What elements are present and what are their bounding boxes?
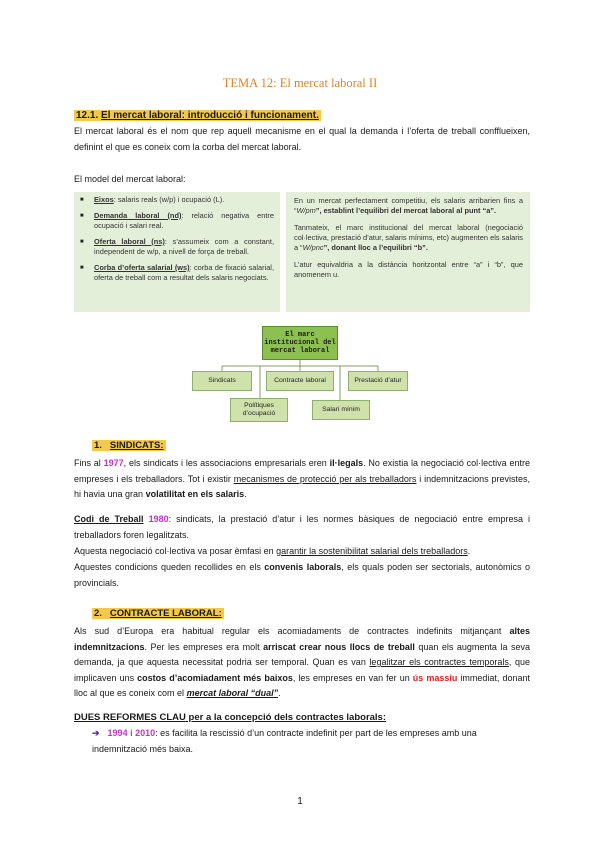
fraction: W/pm xyxy=(296,206,316,215)
sindicats-paragraph-2 xyxy=(74,512,530,543)
section-heading-highlight xyxy=(74,110,321,121)
explanation-p3: L’atur equivaldria a la distància horitzontal entre “a” i “b”, que anomenem u. xyxy=(294,260,523,279)
list-item xyxy=(80,211,274,231)
diagram-node-contracte: Contracte laboral xyxy=(266,371,334,391)
text: , els quals poden ser sectorials, autonòmics o provincials. xyxy=(74,562,530,588)
intro-paragraph: El mercat laboral és el nom que rep aquell mecanisme en el qual la demanda i l’oferta de treball confflueixen, definint el que es coneix com la corba del mercat laboral. xyxy=(74,126,530,152)
text-bold: ”, establint l’equilibri del mercat laboral al punt “a”. xyxy=(315,206,497,215)
text: . xyxy=(244,489,247,499)
term-eixos: Eixos xyxy=(94,195,114,204)
fraction: W/pnc xyxy=(302,243,324,252)
reforma-years: 1994 i 2010 xyxy=(107,728,156,738)
model-definitions-box xyxy=(74,192,280,312)
heading-highlight xyxy=(92,440,166,451)
sindicats-paragraph-3 xyxy=(74,544,530,560)
term-oferta: Oferta laboral (ns) xyxy=(94,237,165,246)
text-underline: mecanismes de protecció per als treballadors xyxy=(233,473,417,484)
text: Tanmateix, el marc institucional del mercat laboral (negociació col·lectiva, prestació d’atur, salaris mínims, etc) augmenten els salaris a “ xyxy=(294,223,523,252)
model-label: El model del mercat laboral: xyxy=(74,174,186,184)
model-explanation-box xyxy=(286,192,530,312)
text: , els sindicats i les associacions empresarials eren xyxy=(123,458,330,468)
section-number: 12.1. xyxy=(76,110,99,121)
text: Als sud d’Europa era habitual regular els acomiadaments de contractes indefinits mitjançant xyxy=(74,626,510,636)
text: . xyxy=(278,688,281,698)
text-underline: garantir la sostenibilitat salarial dels treballadors xyxy=(276,546,468,556)
arrow-right-icon: ➔ xyxy=(92,728,100,738)
dues-reformes-heading xyxy=(74,712,386,723)
text-red: ús massiu xyxy=(412,672,458,683)
term-demanda: Demanda laboral (nd) xyxy=(94,211,182,220)
text-underline: legalitzar els contractes temporals xyxy=(369,657,509,667)
heading-text: CONTRACTE LABORAL: xyxy=(109,608,222,619)
text-bold: volatilitat en els salaris xyxy=(145,489,245,499)
reforma-text: : es facilita la rescissió d’un contracte indefinit per part de les empreses amb una indemnització més baixa. xyxy=(92,728,477,754)
term-text: : salaris reals (w/p) i ocupació (L). xyxy=(113,195,225,204)
diagram-top-node: El marc institucional del mercat laboral xyxy=(262,326,338,360)
text: . No existia la negociació col·lectiva entre empreses i els treballadors. Tot i existir xyxy=(74,458,530,484)
heading-contracte xyxy=(92,608,224,619)
text: quan els augmenta la seva demanda, ja que aquesta necessitat podria ser temporal. Quan es van xyxy=(74,641,530,667)
mercat-dual: mercat laboral “dual” xyxy=(186,688,279,698)
year-1977: 1977 xyxy=(103,458,124,468)
year-1980: 1980 xyxy=(148,514,169,524)
text: , que implicaven uns xyxy=(74,657,530,683)
section-title: El mercat laboral: introducció i funcionament. xyxy=(101,110,319,121)
term-text: : s’assumeix com a constant, independent de w/p, a nivell de força de treball. xyxy=(94,237,274,256)
text-bold: altes indemnitzacions xyxy=(74,626,530,652)
text: . Per les empreses era molt xyxy=(144,641,264,652)
heading-number: 2. xyxy=(94,608,102,619)
reforma-item xyxy=(92,726,532,757)
diagram-node-prestacio: Prestació d’atur xyxy=(348,371,408,391)
codi-de-treball: Codi de Treball xyxy=(74,514,144,524)
heading-highlight xyxy=(92,608,224,619)
heading-sindicats xyxy=(92,440,166,451)
diagram-node-salari-minim: Salari mínim xyxy=(312,400,370,420)
term-text: : relació negativa entre ocupació i salari real. xyxy=(94,211,274,230)
text-bold: il·legals xyxy=(329,458,364,468)
diagram-node-sindicats: Sindicats xyxy=(192,371,252,391)
list-item xyxy=(80,237,274,257)
list-item xyxy=(80,263,274,283)
contracte-paragraph xyxy=(74,624,530,702)
heading-number: 1. xyxy=(94,440,102,451)
text-underline: per a la concepció dels contractes laborals: xyxy=(185,712,387,723)
text: . xyxy=(467,546,471,556)
explanation-p1 xyxy=(294,196,523,216)
text: i indemnitzacions previstes, hi havia una gran xyxy=(74,473,530,499)
text: : sindicats, la prestació d’atur i les normes bàsiques de negociació entre empresa i treballadors foren legalitzats. xyxy=(74,514,530,540)
text-bold: costos d’acomiadament més baixos xyxy=(137,672,293,683)
explanation-p2 xyxy=(294,223,523,253)
heading-text: SINDICATS: xyxy=(109,440,164,451)
text: Fins al xyxy=(74,458,104,468)
diagram-node-politiques: Polítiques d’ocupació xyxy=(230,398,288,422)
text: Aquesta negociació col·lectiva va posar èmfasi en xyxy=(74,546,277,556)
text-bold: ”, donant lloc a l’equilibri “b”. xyxy=(323,243,428,252)
sindicats-paragraph-4 xyxy=(74,560,530,591)
list-item xyxy=(80,195,274,205)
text-bold: convenis laborals xyxy=(264,562,342,572)
term-text: : corba de fixació salarial, oferta de treball com a resultat dels salaris negociats. xyxy=(94,263,275,282)
text: Aquestes condicions queden recollides en els xyxy=(74,562,265,572)
section-heading xyxy=(74,110,321,121)
text-bold: arriscat crear nous llocs de treball xyxy=(263,641,415,652)
sindicats-paragraph-1 xyxy=(74,456,530,503)
text: , les empreses en van fer un xyxy=(292,672,413,683)
model-definitions-list xyxy=(80,195,274,283)
page-title: TEMA 12: El mercat laboral II xyxy=(222,76,378,90)
text-underline: DUES REFORMES CLAU xyxy=(74,712,186,723)
text: immediat, donant lloc al que es coneix com el xyxy=(74,672,531,698)
page-number: 1 xyxy=(297,796,303,807)
text: En un mercat perfectament competitiu, els salaris arribarien fins a “ xyxy=(294,196,523,215)
term-corba: Corba d’oferta salarial (ws) xyxy=(94,263,190,272)
